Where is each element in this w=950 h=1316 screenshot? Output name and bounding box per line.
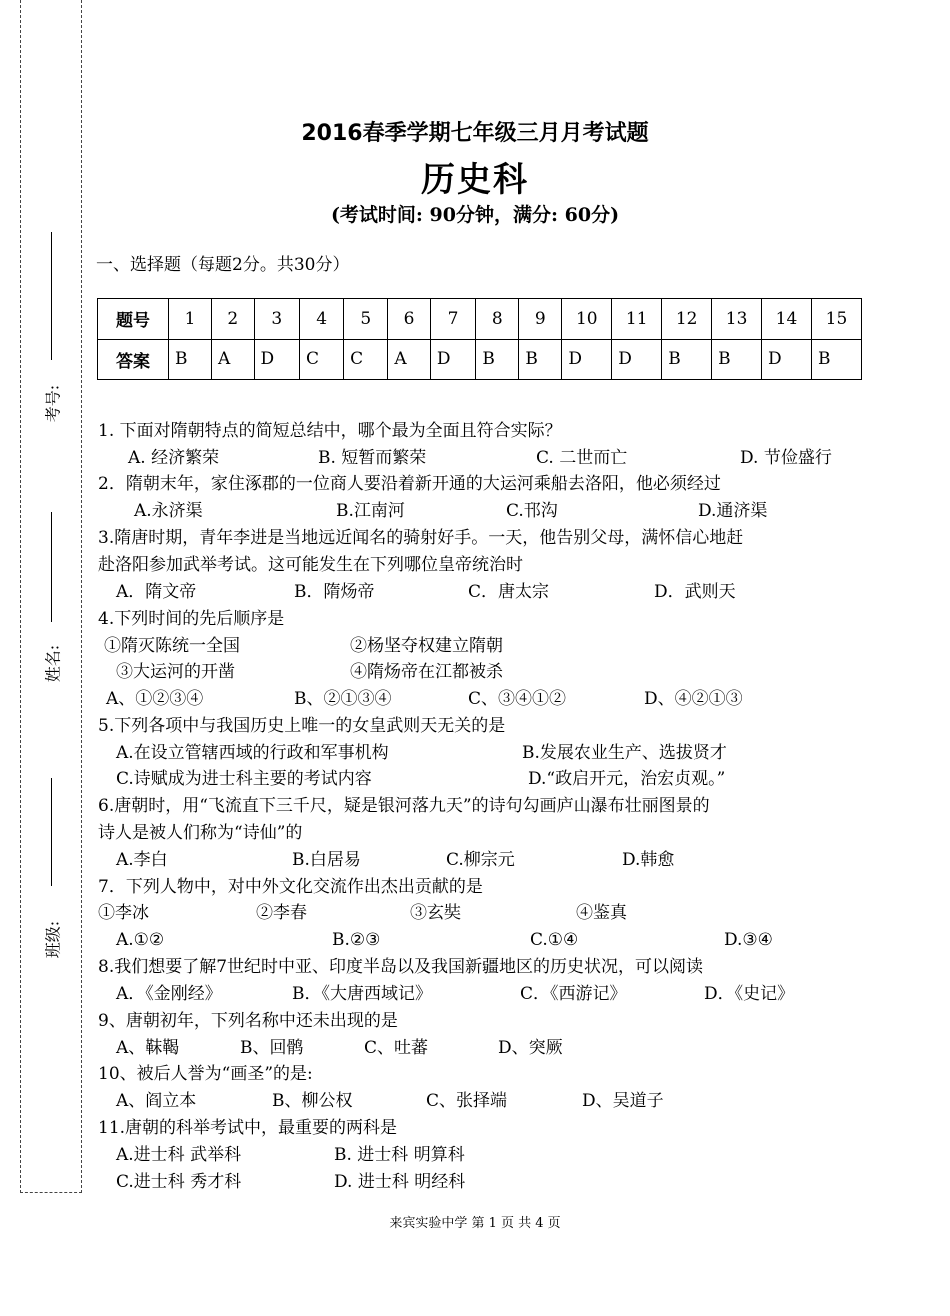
answer-cell: A bbox=[212, 339, 255, 380]
question-5-option-d: D.“政启开元，治宏贞观。” bbox=[528, 769, 726, 789]
question-7-option-b: B.②③ bbox=[332, 930, 381, 950]
number-cell: 8 bbox=[476, 299, 519, 340]
answer-cell: B bbox=[712, 339, 762, 380]
question-number-row bbox=[98, 299, 862, 340]
exam-title: 2016春季学期七年级三月月考试题 bbox=[301, 121, 649, 146]
question-4-item-4: ④隋炀帝在江都被杀 bbox=[350, 662, 503, 682]
question-5-stem: 5.下列各项中与我国历史上唯一的女皇武则天无关的是 bbox=[98, 716, 506, 736]
answer-cell: D bbox=[562, 339, 612, 380]
question-5-option-b: B.发展农业生产、选拔贤才 bbox=[522, 743, 727, 763]
question-3-option-d: D．武则天 bbox=[654, 582, 736, 602]
question-3-option-b: B．隋炀帝 bbox=[294, 582, 375, 602]
question-9-option-a: A、靺鞨 bbox=[116, 1038, 180, 1058]
question-2-option-a: A.永济渠 bbox=[134, 501, 203, 521]
question-9-option-b: B、回鹘 bbox=[240, 1038, 304, 1058]
exam-no-line bbox=[51, 232, 52, 360]
question-1-option-a: A. 经济繁荣 bbox=[128, 448, 220, 468]
question-9-option-c: C、吐蕃 bbox=[364, 1038, 429, 1058]
exam-info: (考试时间: 90分钟，满分: 60分) bbox=[330, 204, 620, 226]
question-4-item-3: ③大运河的开凿 bbox=[116, 662, 235, 682]
answer-row bbox=[98, 339, 862, 380]
class-label: 班级: bbox=[43, 920, 63, 959]
exam-no-label: 考号: bbox=[43, 384, 63, 423]
answer-cell: C bbox=[300, 339, 344, 380]
row-label-number: 题号 bbox=[98, 299, 169, 340]
question-10-option-d: D、吴道子 bbox=[582, 1091, 664, 1111]
question-8-option-d: D．《史记》 bbox=[704, 984, 795, 1004]
question-11-option-a: A.进士科 武举科 bbox=[116, 1145, 242, 1165]
question-6-option-d: D.韩愈 bbox=[622, 850, 675, 870]
answer-cell: B bbox=[811, 339, 861, 380]
question-6-option-a: A.李白 bbox=[116, 850, 168, 870]
question-4-option-c: C、③④①② bbox=[468, 689, 567, 709]
answer-cell: D bbox=[430, 339, 476, 380]
question-3-option-a: A．隋文帝 bbox=[116, 582, 197, 602]
question-4-item-2: ②杨坚夺权建立隋朝 bbox=[350, 636, 503, 656]
question-1-option-c: C. 二世而亡 bbox=[536, 448, 628, 468]
name-label: 姓名: bbox=[43, 644, 63, 683]
question-9-stem: 9、唐朝初年，下列名称中还未出现的是 bbox=[98, 1011, 398, 1031]
number-cell: 6 bbox=[388, 299, 431, 340]
page-footer: 来宾实验中学 第 1 页 共 4 页 bbox=[389, 1216, 561, 1231]
answer-cell: B bbox=[476, 339, 519, 380]
name-line bbox=[51, 512, 52, 622]
answer-cell: D bbox=[612, 339, 662, 380]
question-3-option-c: C．唐太宗 bbox=[468, 582, 550, 602]
answer-cell: B bbox=[662, 339, 712, 380]
answer-table bbox=[97, 298, 862, 380]
question-3-stem-line1: 3.隋唐时期，青年李进是当地远近闻名的骑射好手。一天，他告别父母，满怀信心地赶 bbox=[98, 528, 744, 548]
question-7-item-3: ③玄奘 bbox=[410, 903, 461, 923]
number-cell: 1 bbox=[169, 299, 212, 340]
question-1-option-b: B. 短暂而繁荣 bbox=[318, 448, 427, 468]
number-cell: 12 bbox=[662, 299, 712, 340]
question-7-option-a: A.①② bbox=[116, 930, 165, 950]
question-11-stem: 11.唐朝的科举考试中，最重要的两科是 bbox=[98, 1118, 398, 1138]
question-11-option-c: C.进士科 秀才科 bbox=[116, 1172, 242, 1192]
question-8-option-a: A．《金刚经》 bbox=[116, 984, 222, 1004]
question-7-option-d: D.③④ bbox=[724, 930, 773, 950]
answer-cell: B bbox=[169, 339, 212, 380]
question-7-item-2: ②李春 bbox=[256, 903, 307, 923]
question-10-option-b: B、柳公权 bbox=[272, 1091, 353, 1111]
question-3-stem-line2: 赴洛阳参加武举考试。这可能发生在下列哪位皇帝统治时 bbox=[98, 555, 523, 575]
number-cell: 11 bbox=[612, 299, 662, 340]
question-10-option-a: A、阎立本 bbox=[116, 1091, 197, 1111]
question-6-stem-line2: 诗人是被人们称为“诗仙”的 bbox=[98, 823, 303, 843]
question-10-option-c: C、张择端 bbox=[426, 1091, 508, 1111]
number-cell: 15 bbox=[811, 299, 861, 340]
question-2-option-d: D.通济渠 bbox=[698, 501, 768, 521]
answer-cell: C bbox=[344, 339, 388, 380]
number-cell: 7 bbox=[430, 299, 476, 340]
question-7-item-4: ④鉴真 bbox=[576, 903, 627, 923]
number-cell: 3 bbox=[254, 299, 300, 340]
question-9-option-d: D、突厥 bbox=[498, 1038, 563, 1058]
number-cell: 2 bbox=[212, 299, 255, 340]
number-cell: 13 bbox=[712, 299, 762, 340]
question-8-stem: 8.我们想要了解7世纪时中亚、印度半岛以及我国新疆地区的历史状况，可以阅读 bbox=[98, 957, 704, 977]
number-cell: 9 bbox=[519, 299, 562, 340]
question-8-option-b: B．《大唐西域记》 bbox=[292, 984, 432, 1004]
question-8-option-c: C．《西游记》 bbox=[520, 984, 627, 1004]
answer-cell: D bbox=[762, 339, 812, 380]
class-line bbox=[51, 778, 52, 886]
subject-title: 历史科 bbox=[421, 160, 529, 200]
question-10-stem: 10、被后人誉为“画圣”的是: bbox=[98, 1064, 313, 1084]
question-4-option-b: B、②①③④ bbox=[294, 689, 392, 709]
question-7-item-1: ①李冰 bbox=[98, 903, 149, 923]
question-4-stem: 4.下列时间的先后顺序是 bbox=[98, 609, 285, 629]
question-6-stem-line1: 6.唐朝时，用“飞流直下三千尺，疑是银河落九天”的诗句勾画庐山瀑布壮丽图景的 bbox=[98, 796, 710, 816]
question-7-option-c: C.①④ bbox=[530, 930, 579, 950]
question-6-option-c: C.柳宗元 bbox=[446, 850, 515, 870]
number-cell: 5 bbox=[344, 299, 388, 340]
question-5-option-a: A.在设立管辖西域的行政和军事机构 bbox=[116, 743, 389, 763]
question-2-option-b: B.江南河 bbox=[336, 501, 405, 521]
number-cell: 10 bbox=[562, 299, 612, 340]
section-heading: 一、选择题（每题2分。共30分） bbox=[96, 255, 350, 275]
number-cell: 14 bbox=[762, 299, 812, 340]
question-5-option-c: C.诗赋成为进士科主要的考试内容 bbox=[116, 769, 372, 789]
answer-cell: D bbox=[254, 339, 300, 380]
question-11-option-d: D. 进士科 明经科 bbox=[334, 1172, 466, 1192]
question-1-option-d: D. 节俭盛行 bbox=[740, 448, 832, 468]
question-2-stem: 2．隋朝末年，家住涿郡的一位商人要沿着新开通的大运河乘船去洛阳，他必须经过 bbox=[98, 474, 721, 494]
question-11-option-b: B. 进士科 明算科 bbox=[334, 1145, 465, 1165]
row-label-answer: 答案 bbox=[98, 339, 169, 380]
question-4-option-a: A、①②③④ bbox=[106, 689, 204, 709]
question-1-stem: 1. 下面对隋朝特点的简短总结中，哪个最为全面且符合实际？ bbox=[98, 421, 562, 441]
question-4-item-1: ①隋灭陈统一全国 bbox=[104, 636, 240, 656]
number-cell: 4 bbox=[300, 299, 344, 340]
question-7-stem: 7．下列人物中，对中外文化交流作出杰出贡献的是 bbox=[98, 877, 483, 897]
question-4-option-d: D、④②①③ bbox=[644, 689, 743, 709]
question-2-option-c: C.邗沟 bbox=[506, 501, 558, 521]
answer-cell: B bbox=[519, 339, 562, 380]
answer-cell: A bbox=[388, 339, 431, 380]
question-6-option-b: B.白居易 bbox=[292, 850, 361, 870]
